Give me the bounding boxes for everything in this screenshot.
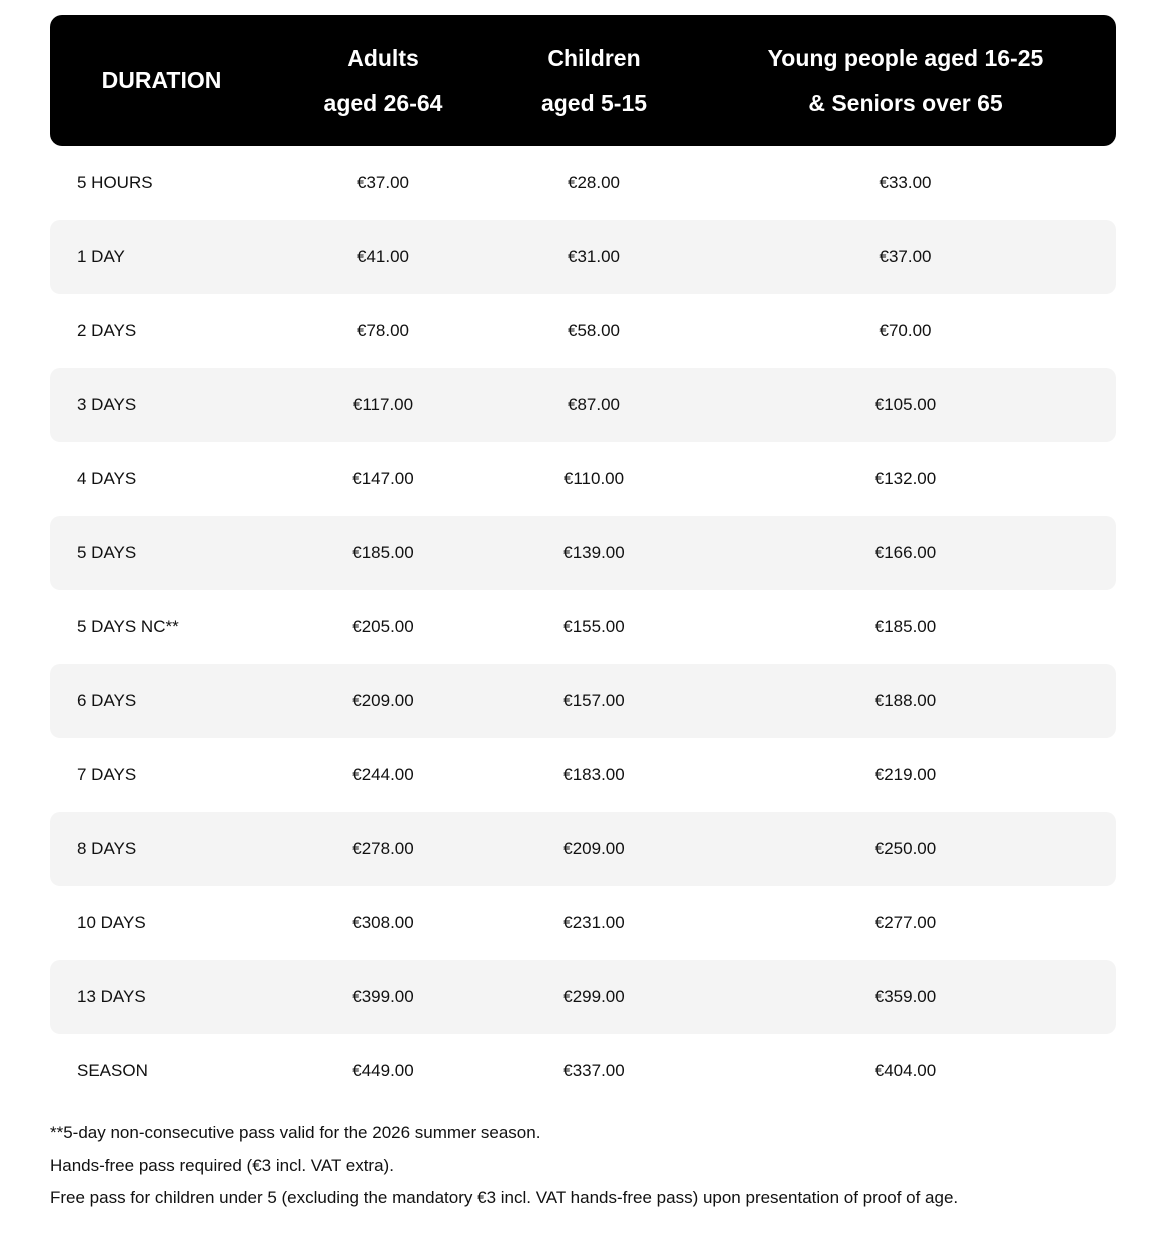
table-row [50,664,1116,738]
table-row [50,590,1116,664]
young-seniors-price-cell: €277.00 [874,913,937,932]
duration-cell: SEASON [77,1061,148,1080]
adults-price-cell: €399.00 [352,987,414,1006]
header-duration-label: DURATION [101,67,222,93]
adults-price-cell: €205.00 [352,617,414,636]
header-adults [273,36,493,126]
table-row [50,294,1116,368]
adults-price-cell: €278.00 [352,839,414,858]
duration-cell: 4 DAYS [77,469,137,488]
header-young-seniors-line-2: & Seniors over 65 [808,89,1003,116]
table-row [50,220,1116,294]
table-row [50,886,1116,960]
table-body [50,146,1116,1108]
children-price-cell: €58.00 [568,321,620,340]
duration-cell: 3 DAYS [77,395,137,414]
duration-cell: 13 DAYS [77,987,146,1006]
young-seniors-price-cell: €166.00 [874,543,937,562]
young-seniors-price-cell: €250.00 [874,839,937,858]
adults-price-cell: €449.00 [352,1061,414,1080]
duration-cell: 5 DAYS [77,543,137,562]
header-children [493,36,695,126]
duration-cell: 7 DAYS [77,765,137,784]
duration-cell: 6 DAYS [77,691,137,710]
duration-cell: 8 DAYS [77,839,137,858]
young-seniors-price-cell: €132.00 [874,469,937,488]
header-young-seniors-line-1: Young people aged 16-25 [767,44,1044,71]
header-adults-line-1: Adults [347,44,419,71]
table-row [50,812,1116,886]
duration-cell: 2 DAYS [77,321,137,340]
adults-price-cell: €147.00 [352,469,414,488]
children-price-cell: €87.00 [568,395,620,414]
duration-cell: 5 HOURS [77,173,153,192]
children-price-cell: €337.00 [563,1061,625,1080]
young-seniors-price-cell: €359.00 [874,987,937,1006]
table-header [50,15,1116,146]
header-young-seniors [695,36,1116,126]
footnote: Hands-free pass required (€3 incl. VAT extra). [50,1155,394,1175]
header-children-line-2: aged 5-15 [540,89,648,116]
young-seniors-price-cell: €404.00 [874,1061,937,1080]
header-adults-line-2: aged 26-64 [323,89,443,116]
table-row [50,146,1116,220]
footnotes [50,1117,1130,1215]
adults-price-cell: €41.00 [357,247,409,266]
table-row [50,960,1116,1034]
table-row [50,1034,1116,1108]
young-seniors-price-cell: €37.00 [879,247,932,266]
young-seniors-price-cell: €219.00 [874,765,937,784]
footnote: Free pass for children under 5 (excluding the mandatory €3 incl. VAT hands-free pass) upon presentation of proof of age. [50,1188,959,1207]
children-price-cell: €28.00 [568,173,620,192]
header-children-line-1: Children [547,44,641,71]
table-row [50,442,1116,516]
children-price-cell: €299.00 [563,987,625,1006]
young-seniors-price-cell: €188.00 [874,691,937,710]
children-price-cell: €231.00 [563,913,625,932]
adults-price-cell: €244.00 [352,765,414,784]
adults-price-cell: €308.00 [352,913,414,932]
children-price-cell: €157.00 [563,691,625,710]
children-price-cell: €31.00 [568,247,620,266]
footnote: **5-day non-consecutive pass valid for the 2026 summer season. [50,1123,541,1142]
young-seniors-price-cell: €33.00 [879,173,932,192]
adults-price-cell: €117.00 [352,395,414,414]
young-seniors-price-cell: €105.00 [874,395,937,414]
duration-cell: 1 DAY [77,247,125,266]
table-row [50,516,1116,590]
children-price-cell: €155.00 [563,617,625,636]
header-duration [50,58,273,103]
adults-price-cell: €37.00 [357,173,409,192]
children-price-cell: €209.00 [563,839,625,858]
duration-cell: 5 DAYS NC** [77,617,179,636]
young-seniors-price-cell: €70.00 [879,321,932,340]
price-table [50,15,1116,1108]
table-row [50,368,1116,442]
children-price-cell: €139.00 [563,543,625,562]
adults-price-cell: €209.00 [352,691,414,710]
duration-cell: 10 DAYS [77,913,146,932]
children-price-cell: €110.00 [563,469,625,488]
adults-price-cell: €185.00 [352,543,414,562]
table-row [50,738,1116,812]
young-seniors-price-cell: €185.00 [874,617,937,636]
children-price-cell: €183.00 [563,765,625,784]
adults-price-cell: €78.00 [357,321,409,340]
